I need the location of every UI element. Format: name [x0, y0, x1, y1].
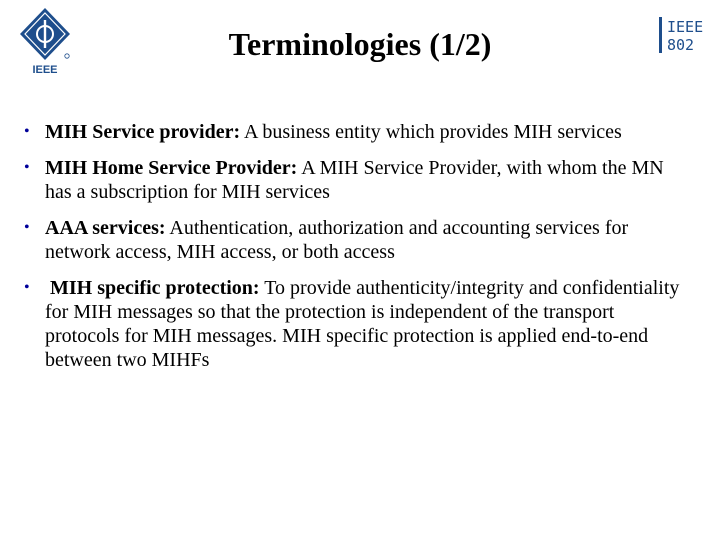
ieee802-logo-line2: 802 [667, 36, 695, 54]
bullet-term: MIH Home Service Provider: [45, 157, 298, 179]
bullet-marker: • [24, 123, 30, 140]
bullet-item-mih-specific-protection [24, 276, 684, 372]
ieee802-logo-line1: IEEE [667, 18, 704, 36]
bullet-term: MIH Service provider: [45, 121, 241, 143]
bullet-marker: • [24, 159, 30, 176]
bullet-text: A MIH Service Provider, with whom the MN has a subscription for MIH services [45, 157, 664, 203]
bullet-item-mih-service-provider [24, 120, 684, 144]
bullet-item-aaa-services [24, 216, 684, 264]
bullet-term: AAA services: [45, 217, 166, 239]
bullet-marker: • [24, 219, 30, 236]
bullet-marker: • [24, 279, 30, 296]
bullet-item-mih-home-service-provider [24, 156, 684, 204]
ieee-logo-text: IEEE [32, 64, 58, 76]
bullet-term: MIH specific protection: [50, 277, 260, 299]
bullet-text: To provide authenticity/integrity and confidentiality for MIH messages so that the protection is independent of the transport protocols for MIH messages. MIH specific protection is applied end-to-end between two MIHFs [45, 277, 680, 371]
slide-title: Terminologies (1/2) [228, 26, 492, 62]
bullet-text: A business entity which provides MIH services [240, 121, 622, 143]
bullet-list [24, 120, 684, 384]
bullet-text: Authentication, authorization and accounting services for network access, MIH access, or both access [45, 217, 629, 263]
